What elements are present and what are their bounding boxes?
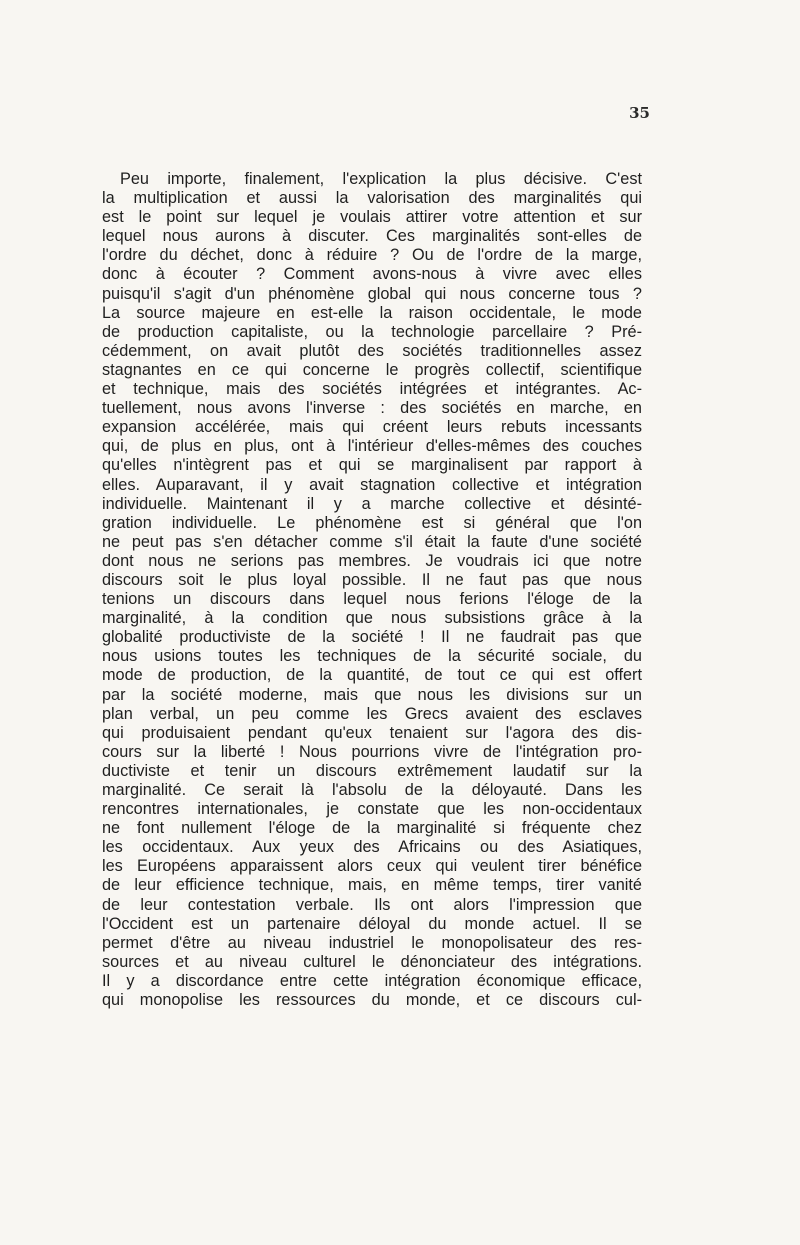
text-line: nous usions toutes les techniques de la sécurité sociale, du (102, 647, 642, 666)
text-line: et technique, mais des sociétés intégrées et intégrantes. Ac- (102, 380, 642, 399)
text-line: par la société moderne, mais que nous les divisions sur un (102, 685, 642, 704)
text-line: discours soit le plus loyal possible. Il ne faut pas que nous (102, 570, 642, 589)
text-line: tenions un discours dans lequel nous ferions l'éloge de la (102, 590, 642, 609)
text-line: de leur contestation verbale. Ils ont alors l'impression que (102, 895, 642, 914)
text-line: qui monopolise les ressources du monde, et ce discours cul- (102, 991, 642, 1010)
text-line: ne font nullement l'éloge de la marginalité si fréquente chez (102, 819, 642, 838)
text-line: La source majeure en est-elle la raison occidentale, le mode (102, 303, 642, 322)
text-line: qui, de plus en plus, ont à l'intérieur d'elles-mêmes des couches (102, 437, 642, 456)
text-line: elles. Auparavant, il y avait stagnation collective et intégration (102, 475, 642, 494)
text-line: l'Occident est un partenaire déloyal du monde actuel. Il se (102, 914, 642, 933)
text-line: cours sur la liberté ! Nous pourrions vivre de l'intégration pro- (102, 742, 642, 761)
text-line: de production capitaliste, ou la technologie parcellaire ? Pré- (102, 322, 642, 341)
text-line: l'ordre du déchet, donc à réduire ? Ou de l'ordre de la marge, (102, 246, 642, 265)
text-line: qu'elles n'intègrent pas et qui se marginalisent par rapport à (102, 456, 642, 475)
text-line: lequel nous aurons à discuter. Ces marginalités sont-elles de (102, 227, 642, 246)
text-line: permet d'être au niveau industriel le monopolisateur des res- (102, 933, 642, 952)
text-line: cédemment, on avait plutôt des sociétés traditionnelles assez (102, 341, 642, 360)
text-line: plan verbal, un peu comme les Grecs avaient des esclaves (102, 704, 642, 723)
text-line: expansion accélérée, mais qui créent leurs rebuts incessants (102, 418, 642, 437)
text-line: rencontres internationales, je constate que les non-occidentaux (102, 800, 642, 819)
text-line: de leur efficience technique, mais, en même temps, tirer vanité (102, 876, 642, 895)
text-line: tuellement, nous avons l'inverse : des sociétés en marche, en (102, 399, 642, 418)
text-line: globalité productiviste de la société ! Il ne faudrait pas que (102, 628, 642, 647)
text-line: individuelle. Maintenant il y a marche collective et désinté- (102, 494, 642, 513)
text-line: qui produisaient pendant qu'eux tenaient sur l'agora des dis- (102, 723, 642, 742)
text-line: ne peut pas s'en détacher comme s'il était la faute d'une société (102, 532, 642, 551)
text-line: marginalité. Ce serait là l'absolu de la déloyauté. Dans les (102, 781, 642, 799)
text-line: les Européens apparaissent alors ceux qui veulent tirer bénéfice (102, 857, 642, 876)
text-line: les occidentaux. Aux yeux des Africains ou des Asiatiques, (102, 838, 642, 857)
text-line: sources et au niveau culturel le dénonciateur des intégrations. (102, 952, 642, 971)
body-paragraph (102, 170, 642, 1010)
text-line: marginalité, à la condition que nous subsistions grâce à la (102, 609, 642, 628)
text-line: est le point sur lequel je voulais attirer votre attention et sur (102, 208, 642, 227)
text-line: donc à écouter ? Comment avons-nous à vivre avec elles (102, 265, 642, 284)
text-line: gration individuelle. Le phénomène est si général que l'on (102, 513, 642, 532)
text-line: la multiplication et aussi la valorisation des marginalités qui (102, 189, 642, 208)
text-line: dont nous ne serions pas membres. Je voudrais ici que notre (102, 551, 642, 570)
text-line: Il y a discordance entre cette intégration économique efficace, (102, 971, 642, 990)
text-line: ductiviste et tenir un discours extrêmement laudatif sur la (102, 761, 642, 780)
text-line: mode de production, de la quantité, de tout ce qui est offert (102, 666, 642, 685)
page-number: 35 (629, 104, 650, 122)
text-line: Peu importe, finalement, l'explication la plus décisive. C'est (120, 170, 642, 188)
text-line: stagnantes en ce qui concerne le progrès collectif, scientifique (102, 360, 642, 379)
text-line: puisqu'il s'agit d'un phénomène global qui nous concerne tous ? (102, 284, 642, 303)
